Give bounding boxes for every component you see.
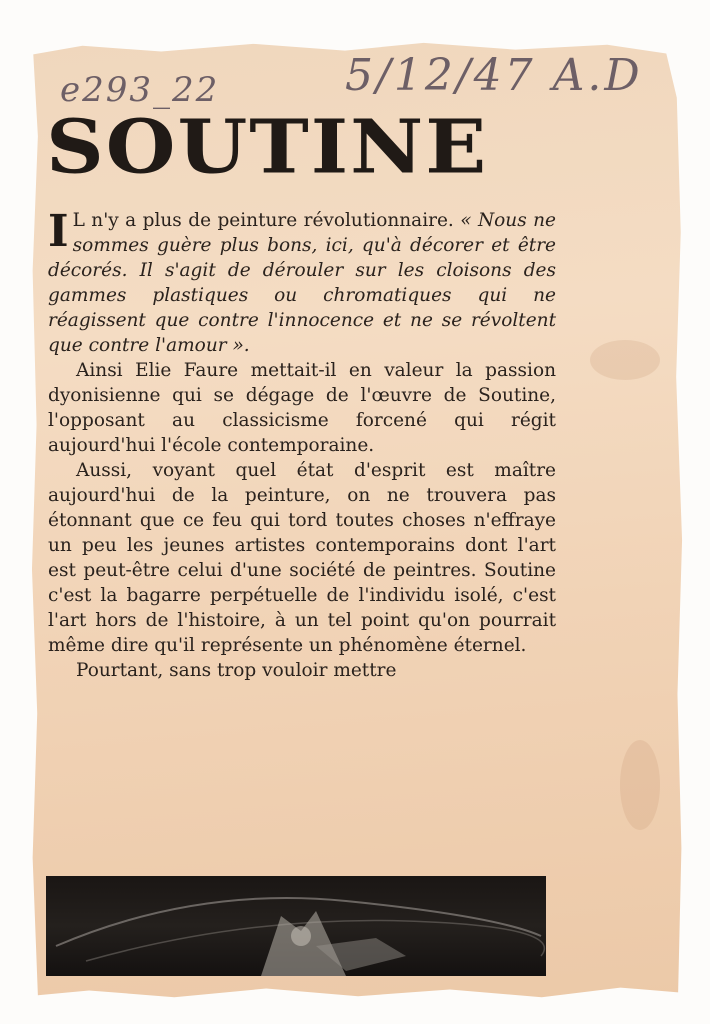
paragraph-2: Ainsi Elie Faure mettait-il en valeur la passion dyonisienne qui se dégage de l'œuvre de Soutine, l'opposant au classicisme forcené qui régit aujourd'hui l'école contemporaine. bbox=[48, 360, 556, 456]
date-note: 5/12/47 A.D bbox=[345, 50, 643, 101]
paragraph-3: Aussi, voyant quel état d'esprit est maître aujourd'hui de la peinture, on ne trouvera pas étonnant que ce feu qui tord toutes choses n'effraye un peu les jeunes artistes contemporains dont l'art est peut-être celui d'une société de peintres. Soutine c'est la bagarre perpétuelle de l'individu isolé, c'est l'art hors de l'histoire, à un tel point qu'on pourrait même dire qu'il représente un phénomène éternel. bbox=[48, 460, 556, 656]
archive-reference-note: e293_22 bbox=[60, 70, 220, 110]
drop-cap: I bbox=[48, 206, 69, 257]
photo-fragment bbox=[46, 876, 546, 976]
headline: SOUTINE bbox=[46, 103, 489, 191]
paragraph-1-lead: L n'y a plus de peinture révolutionnaire. bbox=[72, 210, 461, 231]
paragraph-4: Pourtant, sans trop vouloir mettre bbox=[76, 660, 397, 681]
paragraph-1 bbox=[48, 208, 556, 358]
photo-fragment-image bbox=[46, 876, 546, 976]
paper-stain bbox=[590, 340, 660, 380]
paper-stain bbox=[620, 740, 660, 830]
article-body bbox=[48, 208, 556, 683]
elie-faure-quote: « Nous ne sommes guère plus bons, ici, qu'à décorer et être décorés. Il s'agit de dérouler sur les cloisons des gammes plastiques ou chromatiques qui ne réagissent que contre l'innocence et ne se révoltent que contre l'amour ». bbox=[48, 210, 556, 356]
